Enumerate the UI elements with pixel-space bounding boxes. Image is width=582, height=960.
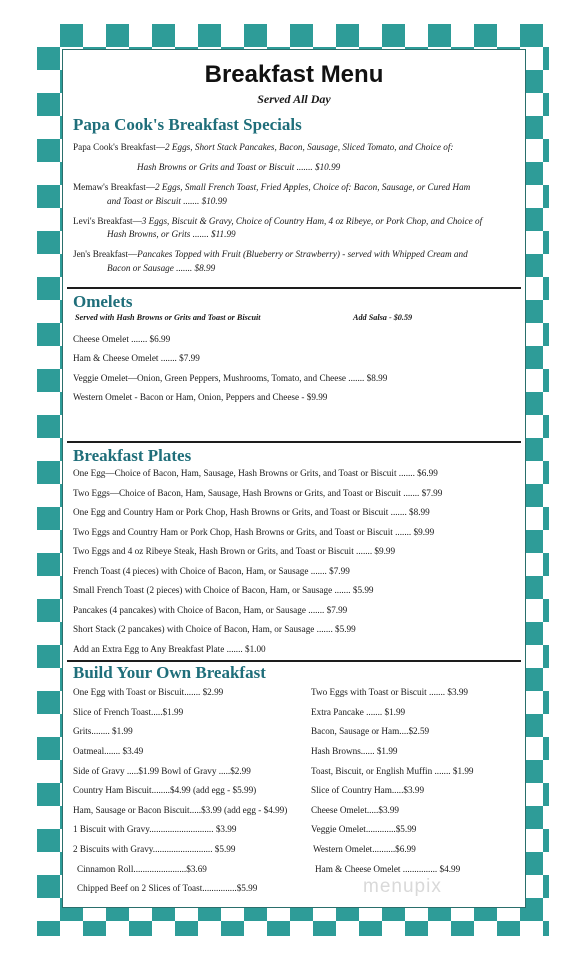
build-item-right: Veggie Omelet.............$5.99 (311, 824, 417, 834)
special-desc-cont: Hash Browns, or Grits ....... $11.99 (107, 229, 236, 239)
build-heading: Build Your Own Breakfast (73, 663, 266, 682)
special-desc-cont: Bacon or Sausage ....... $8.99 (107, 263, 216, 273)
special-item (73, 182, 470, 193)
build-item-left: Chipped Beef on 2 Slices of Toast...............$5.99 (77, 883, 258, 893)
page-subtitle: Served All Day (257, 92, 331, 106)
plate-item: Two Eggs and 4 oz Ribeye Steak, Hash Brown or Grits, and Toast or Biscuit ....... $9.99 (73, 546, 396, 556)
build-item-right: Two Eggs with Toast or Biscuit ....... $3.99 (311, 687, 469, 697)
build-item-right: Slice of Country Ham.....$3.99 (311, 785, 425, 795)
plate-item: Add an Extra Egg to Any Breakfast Plate ....... $1.00 (73, 644, 266, 654)
omelet-item: Ham & Cheese Omelet ....... $7.99 (73, 353, 200, 363)
special-desc: 2 Eggs, Short Stack Pancakes, Bacon, Sausage, Sliced Tomato, and Choice of: (164, 142, 454, 152)
build-item-left: Oatmeal....... $3.49 (73, 746, 144, 756)
special-name: Papa Cook's Breakfast— (73, 142, 165, 152)
plate-item: Two Eggs—Choice of Bacon, Ham, Sausage, Hash Browns or Grits, and Toast or Biscuit ....... $7.99 (73, 488, 443, 498)
special-item (73, 142, 454, 153)
build-item-right: Hash Browns...... $1.99 (311, 746, 398, 756)
plate-item: Two Eggs and Country Ham or Pork Chop, Hash Browns or Grits, and Toast or Biscuit ....... $9.99 (73, 527, 435, 537)
specials-heading: Papa Cook's Breakfast Specials (73, 115, 302, 134)
build-item-left: Grits........ $1.99 (73, 726, 133, 736)
build-item-left: Side of Gravy .....$1.99 Bowl of Gravy .....$2.99 (73, 766, 251, 776)
plate-item: One Egg and Country Ham or Pork Chop, Hash Browns or Grits, and Toast or Biscuit ....... $8.99 (73, 507, 430, 517)
special-name: Jen's Breakfast— (73, 249, 138, 259)
build-item-left: Ham, Sausage or Bacon Biscuit.....$3.99 (add egg - $4.99) (73, 805, 288, 815)
build-item-right: Western Omelet..........$6.99 (313, 844, 416, 854)
build-item-right: Ham & Cheese Omelet ............... $4.99 (315, 864, 461, 874)
plate-item: Small French Toast (2 pieces) with Choice of Bacon, Ham, or Sausage ....... $5.99 (73, 585, 374, 595)
plate-item: French Toast (4 pieces) with Choice of Bacon, Ham, or Sausage ....... $7.99 (73, 566, 350, 576)
plates-heading: Breakfast Plates (73, 446, 192, 465)
page-title: Breakfast Menu (204, 61, 384, 88)
build-item-right: Extra Pancake ....... $1.99 (311, 707, 406, 717)
build-item-left: Cinnamon Roll.......................$3.69 (77, 864, 207, 874)
special-desc: Pancakes Topped with Fruit (Blueberry or Strawberry) - served with Whipped Cream and (137, 249, 468, 259)
section-divider (67, 660, 521, 662)
special-item (73, 216, 482, 227)
build-item-left: Country Ham Biscuit........$4.99 (add egg - $5.99) (73, 785, 257, 795)
build-item-left: One Egg with Toast or Biscuit....... $2.99 (73, 687, 224, 697)
special-item (73, 249, 468, 260)
special-name: Levi's Breakfast— (73, 216, 142, 226)
plate-item: Short Stack (2 pancakes) with Choice of Bacon, Ham, or Sausage ....... $5.99 (73, 624, 356, 634)
build-item-right: Bacon, Sausage or Ham....$2.59 (311, 726, 430, 736)
plate-item: Pancakes (4 pancakes) with Choice of Bacon, Ham, or Sausage ....... $7.99 (73, 605, 348, 615)
watermark: menupix (363, 876, 442, 897)
menu-panel (62, 49, 526, 908)
omelet-item: Cheese Omelet ....... $6.99 (73, 334, 171, 344)
special-name: Memaw's Breakfast— (73, 182, 156, 192)
build-item-left: 2 Biscuits with Gravy.......................... $5.99 (73, 844, 236, 854)
section-divider (67, 441, 521, 443)
special-desc: 2 Eggs, Small French Toast, Fried Apples, Choice of: Bacon, Sausage, or Cured Ham (155, 182, 471, 192)
omelet-item: Western Omelet - Bacon or Ham, Onion, Peppers and Cheese - $9.99 (73, 392, 328, 402)
omelets-heading: Omelets (73, 292, 133, 311)
omelets-note: Served with Hash Browns or Grits and Toast or Biscuit (75, 313, 261, 322)
special-desc: 3 Eggs, Biscuit & Gravy, Choice of Country Ham, 4 oz Ribeye, or Pork Chop, and Choice of (141, 216, 483, 226)
special-desc-cont: and Toast or Biscuit ....... $10.99 (107, 196, 227, 206)
section-divider (67, 287, 521, 289)
build-item-right: Cheese Omelet.....$3.99 (311, 805, 400, 815)
build-item-right: Toast, Biscuit, or English Muffin ....... $1.99 (311, 766, 474, 776)
plate-item: One Egg—Choice of Bacon, Ham, Sausage, Hash Browns or Grits, and Toast or Biscuit ....... $6.99 (73, 468, 438, 478)
omelet-item: Veggie Omelet—Onion, Green Peppers, Mushrooms, Tomato, and Cheese ....... $8.99 (73, 373, 388, 383)
build-item-left: Slice of French Toast.....$1.99 (73, 707, 184, 717)
build-item-left: 1 Biscuit with Gravy............................ $3.99 (73, 824, 237, 834)
salsa-addon: Add Salsa - $0.59 (353, 313, 413, 322)
special-desc-cont: Hash Browns or Grits and Toast or Biscuit ....... $10.99 (137, 162, 341, 172)
